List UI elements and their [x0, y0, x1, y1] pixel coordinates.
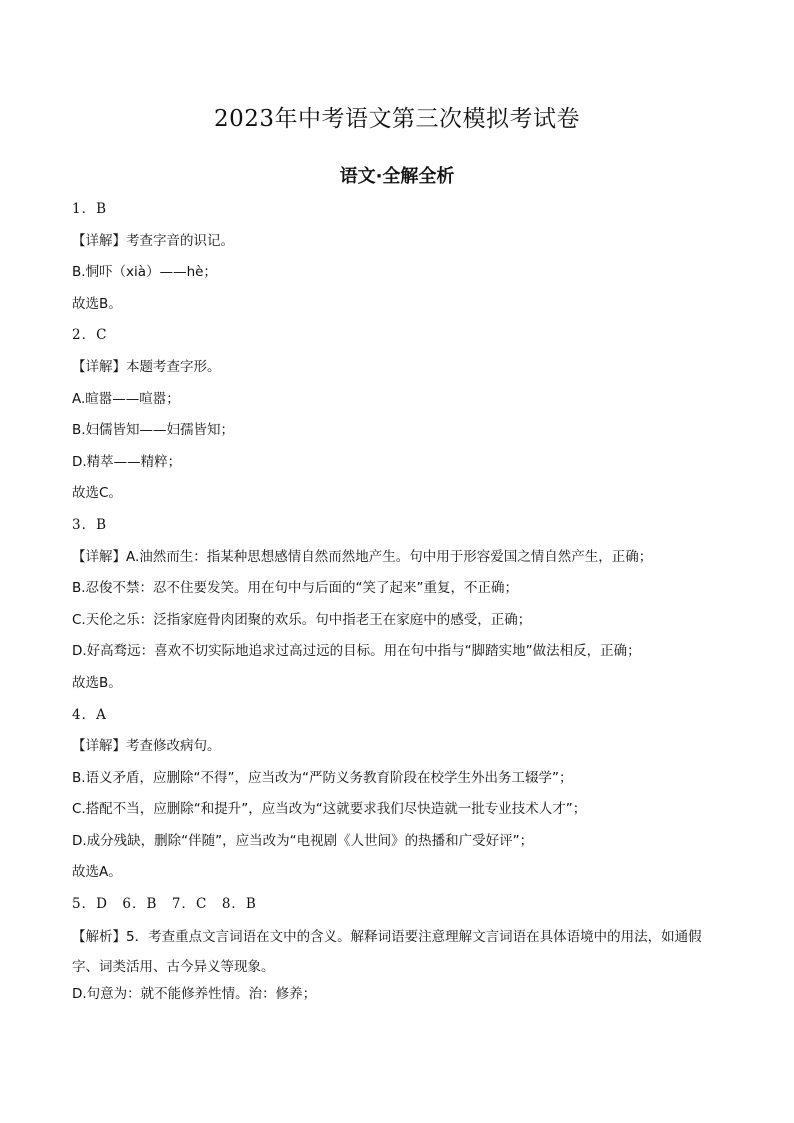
answer-number-4: 4．A [72, 706, 107, 723]
choice-conclusion: 故选C。 [72, 485, 122, 502]
explanation-heading: 【详解】A.油然而生：指某种思想感情自然而然地产生。句中用于形容爱国之情自然产生，正确； [72, 548, 653, 565]
exam-title: 2023年中考语文第三次模拟考试卷 [213, 106, 581, 132]
explanation-line: B.忍俊不禁：忍不住要发笑。用在句中与后面的“笑了起来”重复，不正确； [72, 580, 519, 597]
explanation-line: D.成分残缺，删除“伴随”，应当改为“电视剧《人世间》的热播和广受好评”； [72, 832, 534, 849]
explanation-line: D.精萃——精粹； [72, 453, 182, 470]
explanation-line: B.语义矛盾，应删除“不得”，应当改为“严防义务教育阶段在校学生外出务工辍学”； [72, 769, 573, 786]
exam-subtitle: 语文·全解全析 [339, 166, 455, 187]
answer-content [72, 200, 728, 1016]
explanation-line: C.搭配不当，应删除“和提升”，应当改为“这就要求我们尽快造就一批专业技术人才”； [72, 801, 587, 818]
explanation-line: D.好高骛远：喜欢不切实际地追求过高过远的目标。用在句中指与“脚踏实地”做法相反，正确； [72, 643, 641, 660]
answer-numbers-5-8: 5．D 6．B 7．C 8．B [72, 896, 257, 913]
explanation-line: A.暄嚣——喧嚣； [72, 390, 180, 407]
answer-number-1: 1．B [72, 201, 108, 217]
choice-conclusion: 故选B。 [72, 674, 122, 691]
explanation-line: D.句意为：就不能修养性情。治：修养； [72, 985, 317, 1002]
explanation-line: C.天伦之乐：泛指家庭骨肉团聚的欢乐。句中指老王在家庭中的感受，正确； [72, 611, 532, 628]
answer-number-3: 3．B [72, 516, 108, 533]
choice-conclusion: 故选A。 [72, 864, 122, 881]
analysis-paragraph: 【解析】5．考查重点文言词语在文中的含义。解释词语要注意理解文言词语在具体语境中的用法，如通假字、词类活用、古今异义等现象。 [72, 928, 702, 975]
explanation-heading: 【详解】考查字音的识记。 [72, 232, 234, 249]
answer-number-2: 2．C [72, 327, 108, 344]
explanation-heading: 【详解】本题考查字形。 [72, 358, 221, 375]
explanation-line: B.恫吓（xià）——hè； [72, 264, 217, 281]
explanation-heading: 【详解】考查修改病句。 [72, 738, 221, 755]
explanation-line: B.妇儒皆知——妇孺皆知； [72, 422, 235, 439]
choice-conclusion: 故选B。 [72, 295, 122, 312]
